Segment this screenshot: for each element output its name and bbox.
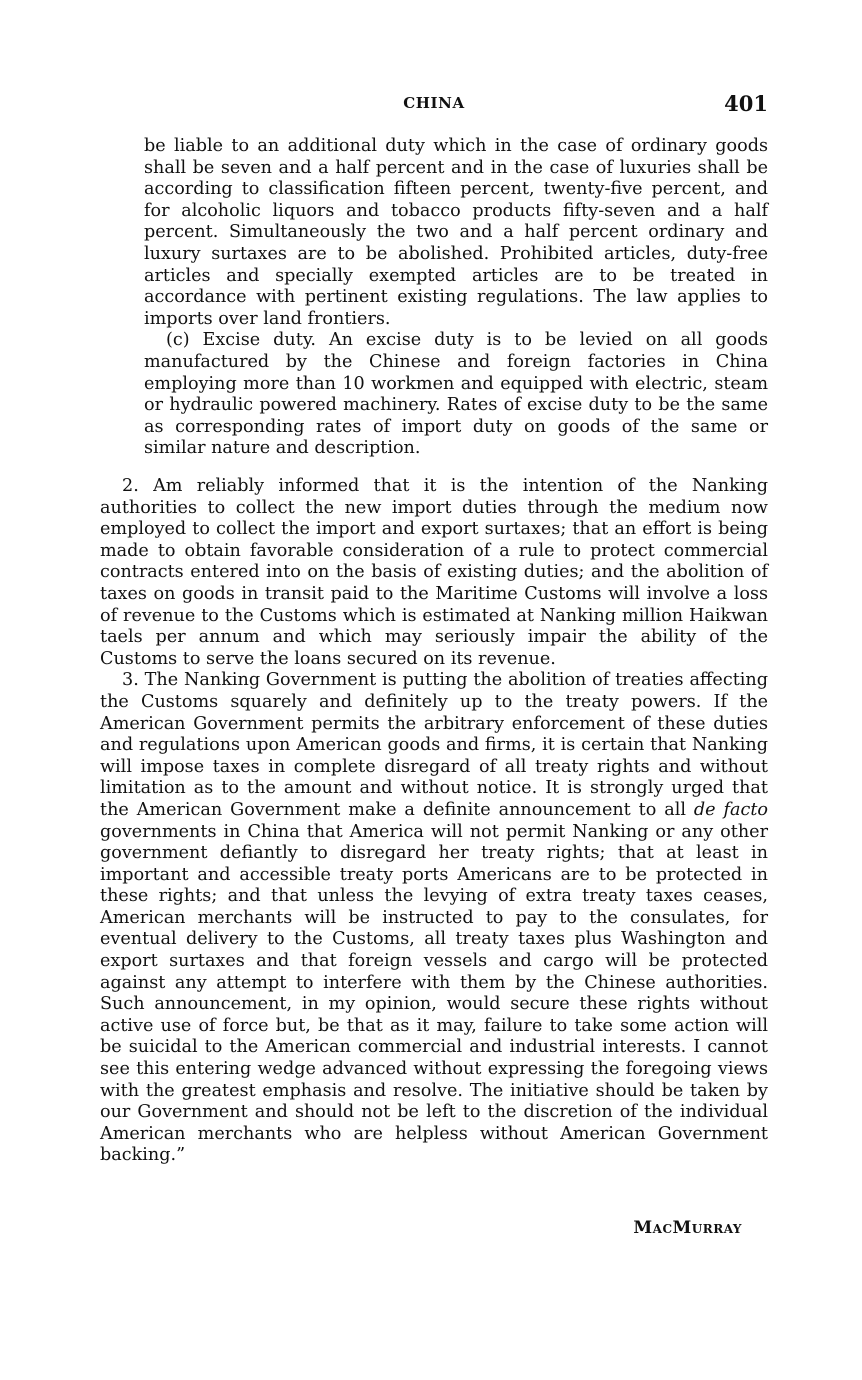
page-number: 401	[724, 91, 768, 116]
signature: MacMurray	[633, 1218, 742, 1238]
paragraph-3-italic-term: de facto	[693, 799, 768, 820]
main-section	[100, 476, 768, 1167]
quoted-paragraph-continuation: be liable to an additional duty which in the case of ordinary goods shall be seven and a half percent and in the case of luxuries shall be according to classification fifteen percent, twenty-five percent, and for alcoholic liquors and tobacco products fifty-seven and a half percent. Simultaneously the two and a half percent ordinary and luxury surtaxes are to be abolished. Prohibited articles, duty-free articles and specially exempted articles are to be treated in accordance with pertinent existing regulations. The law applies to imports over land frontiers.	[144, 136, 768, 329]
excise-marker: (c)	[166, 330, 190, 351]
running-title: CHINA	[403, 94, 465, 112]
paragraph-3-part-2: governments in China that America will not permit Nanking or any other government defiantly to disregard her treaty rights; that at least in important and accessible treaty ports Americans are to be protected in these rights; and that unless the levying of extra treaty taxes ceases, American merchants will be instructed to pay to the consulates, for eventual delivery to the Customs, all treaty taxes plus Washington and export surtaxes and that foreign vessels and cargo will be protected against any attempt to interfere with them by the Chinese authorities. Such announcement, in my opinion, would secure these rights without active use of force but, be that as it may, failure to take some action will be suicidal to the American commercial and industrial interests. I cannot see this entering wedge advanced without expressing the foregoing views with the greatest emphasis and resolve. The initiative should be taken by our Government and should not be left to the discretion of the individual American merchants who are helpless without American Government backing.”	[100, 821, 768, 1166]
excise-text: Excise duty. An excise duty is to be levied on all goods manufactured by the Chinese and foreign factories in China employing more than 10 workmen and equipped with electric, steam or hydraulic powered machinery. Rates of excise duty to be the same as corresponding rates of import duty on goods of the same or similar nature and description.	[144, 330, 768, 459]
running-header	[100, 91, 768, 117]
paragraph-3-part-1: 3. The Nanking Government is putting the abolition of treaties affecting the Customs squarely and definitely up to the treaty powers. If the American Government permits the arbitrary enforcement of these duties and regulations upon American goods and firms, it is certain that Nanking will impose taxes in complete disregard of all treaty rights and without limitation as to the amount and without notice. It is strongly urged that the American Government make a definite announcement to all	[100, 670, 768, 820]
quoted-section	[144, 136, 768, 460]
paragraph-3	[100, 670, 768, 1167]
paragraph-2: 2. Am reliably informed that it is the intention of the Nanking authorities to collect the new import duties through the medium now employed to collect the import and export surtaxes; that an effort is being made to obtain favorable consideration of a rule to protect commercial contracts entered into on the basis of existing duties; and the abolition of taxes on goods in transit paid to the Maritime Customs will involve a loss of revenue to the Customs which is estimated at Nanking million Haikwan taels per annum and which may seriously impair the ability of the Customs to serve the loans secured on its revenue.	[100, 476, 768, 669]
quoted-paragraph-excise-duty	[144, 330, 768, 460]
